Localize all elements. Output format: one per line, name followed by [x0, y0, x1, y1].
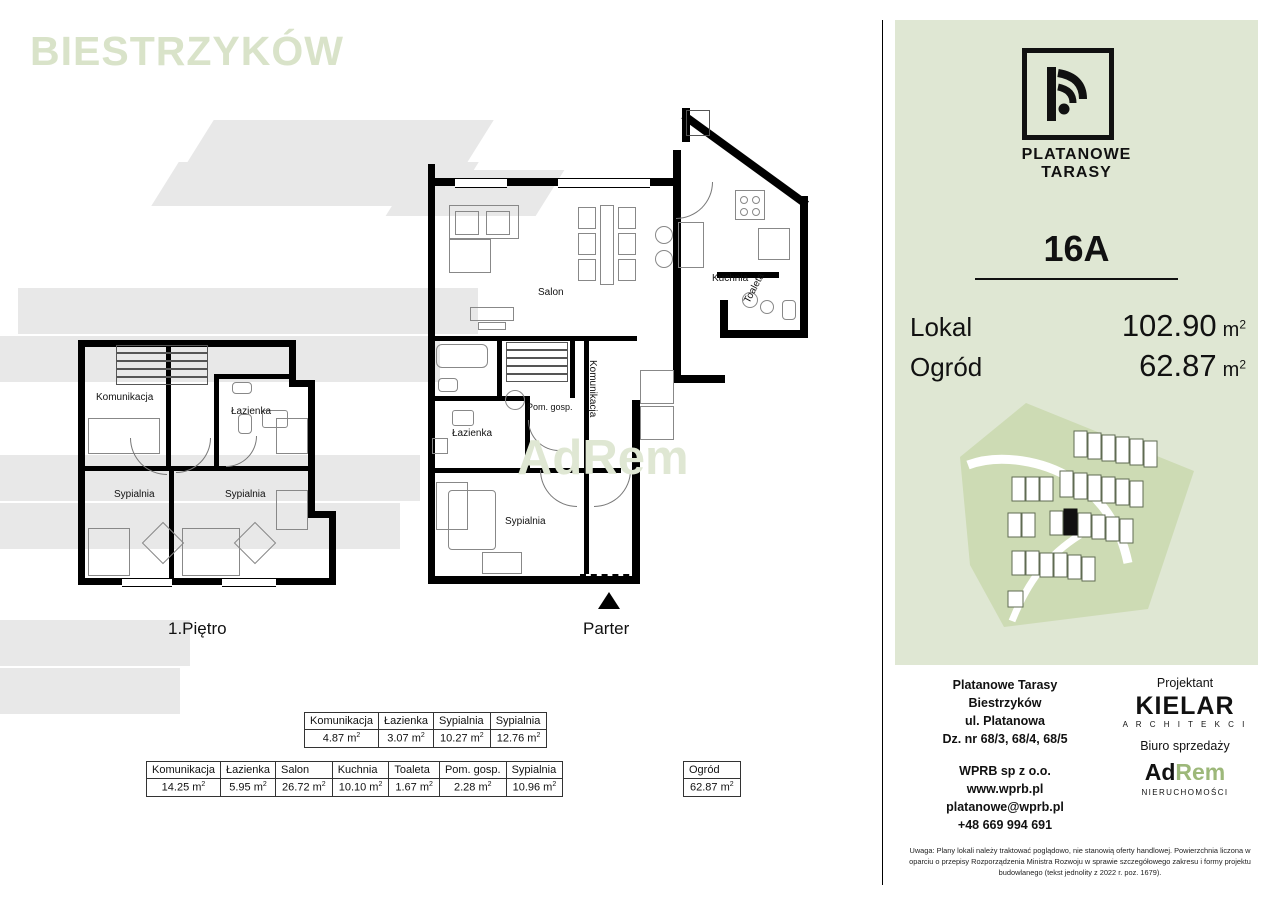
room-label-sypialnia: Sypialnia: [505, 516, 546, 527]
developer-line: Platanowe Tarasy: [952, 678, 1058, 692]
wall: [428, 164, 435, 584]
cell-header: Komunikacja: [305, 713, 379, 730]
table-row: [684, 779, 741, 797]
cell-header: Sypialnia: [490, 713, 547, 730]
decor-band: [18, 288, 478, 334]
wall: [428, 576, 640, 584]
table-row: [305, 730, 547, 748]
cell-value: 62.87 $m^2$: [684, 779, 741, 797]
wall: [214, 374, 292, 379]
cell-header: Toaleta: [389, 762, 440, 779]
agency-name-a: Ad: [1144, 759, 1176, 785]
cell-value: 10.96 $m^2$: [506, 779, 563, 797]
cell-value: 10.27 $m^2$: [434, 730, 491, 748]
cell-header: Łazienka: [220, 762, 275, 779]
wall: [169, 466, 174, 578]
entrance-arrow-icon: [598, 592, 620, 609]
cell-value: 14.25 $m^2$: [147, 779, 221, 797]
cell-header: Pom. gosp.: [439, 762, 506, 779]
developer-line: Biestrzyków: [968, 696, 1042, 711]
area-row-lokal: [910, 308, 1246, 344]
wall: [570, 336, 575, 398]
table-row: [684, 762, 741, 779]
agency-subtitle: NIERUCHOMOŚCI: [1141, 788, 1229, 797]
area-unit: $m^2$: [1222, 317, 1246, 341]
contact-line: WPRB sp z o.o.: [959, 763, 1051, 778]
cell-value: 10.10 $m^2$: [332, 779, 389, 797]
contact-line[interactable]: www.wprb.pl: [966, 781, 1044, 796]
site-plan-map: [952, 395, 1202, 635]
decor-band: [0, 455, 420, 501]
area-value: 62.87: [1139, 348, 1217, 383]
cell-value: 5.95 $m^2$: [220, 779, 275, 797]
cell-header: Łazienka: [378, 713, 433, 730]
brand-name: [895, 146, 1258, 183]
room-label-pom-gosp: Pom. gosp.: [527, 402, 573, 412]
wall: [329, 511, 336, 585]
room-label-lazienka: Łazienka: [231, 406, 272, 417]
window: [558, 178, 650, 188]
wall: [308, 380, 315, 518]
table-row: [147, 779, 563, 797]
table-first-floor-areas: [304, 712, 547, 748]
wall: [497, 336, 502, 398]
area-unit: $m^2$: [1222, 357, 1246, 381]
unit-rule: [975, 278, 1178, 280]
table-row: [147, 762, 563, 779]
developer-line: Dz. nr 68/3, 68/4, 68/5: [942, 732, 1068, 747]
brand-line-1: PLATANOWE: [1021, 146, 1132, 163]
window: [455, 178, 507, 188]
agency-logo: [1110, 759, 1260, 786]
brand-line-2: TARASY: [1041, 164, 1112, 182]
wall: [673, 375, 725, 383]
wall: [632, 400, 640, 584]
area-label: Lokal: [910, 312, 973, 342]
cell-value: 26.72 $m^2$: [276, 779, 333, 797]
wall: [214, 374, 219, 470]
architect-subtitle: A R C H I T E K C I: [1122, 720, 1248, 729]
disclaimer-text: Uwaga: Plany lokali należy traktować poglądowo, nie stanowią oferty handlowej. Powierzchnia liczona w oparciu o przepisy Rozporządzenia Ministra Rozwoju w sprawie szczegółowego zakresu i formy projektu budowlanego (tekst jednolity z 2022 r. poz. 1679).: [909, 846, 1251, 878]
watermark: AdRem: [517, 431, 689, 485]
highlighted-unit: [1064, 509, 1077, 535]
contact-line: +48 669 994 691: [957, 817, 1053, 832]
room-label-komunikacja: Komunikacja: [96, 392, 154, 403]
developer-line: ul. Platanowa: [965, 714, 1045, 729]
decor-band: [186, 120, 493, 164]
vertical-divider: [882, 20, 883, 885]
architect-name: KIELAR: [1135, 692, 1235, 720]
room-label-sypialnia: Sypialnia: [225, 489, 266, 500]
cell-header: Sypialnia: [506, 762, 563, 779]
architect-label: Projektant: [1156, 676, 1214, 690]
cell-value: 12.76 $m^2$: [490, 730, 547, 748]
developer-info: [910, 676, 1100, 834]
room-label-salon: Salon: [538, 287, 564, 298]
agency-name-b: Rem: [1175, 759, 1226, 785]
cell-value: 3.07 $m^2$: [378, 730, 433, 748]
table-ground-floor-areas: [146, 761, 563, 797]
room-label-toaleta: Toaleta: [742, 271, 767, 306]
wall: [85, 466, 312, 471]
decor-band: [0, 620, 190, 666]
sales-label: Biuro sprzedaży: [1140, 739, 1230, 753]
cell-value: 1.67 $m^2$: [389, 779, 440, 797]
platanowe-logo-icon: [1022, 48, 1114, 140]
unit-number: 16A: [1043, 228, 1110, 269]
area-row-ogrod: [910, 348, 1246, 384]
room-label-sypialnia: Sypialnia: [114, 489, 155, 500]
contact-line[interactable]: platanowe@wprb.pl: [946, 799, 1064, 814]
table-row: [305, 713, 547, 730]
floor-name-ground: Parter: [583, 619, 630, 638]
area-value: 102.90: [1121, 308, 1217, 343]
wall: [589, 336, 637, 341]
table-garden-area: [683, 761, 741, 797]
room-label-lazienka: Łazienka: [452, 428, 493, 439]
cell-header: Sypialnia: [434, 713, 491, 730]
room-label-kuchnia: Kuchnia: [712, 273, 749, 284]
cell-header: Ogród: [684, 762, 741, 779]
window: [122, 578, 172, 587]
wall: [78, 340, 85, 585]
decor-band: [0, 668, 180, 714]
wall: [78, 578, 336, 585]
floor-name-first: 1.Piętro: [168, 619, 227, 638]
cell-value: 4.87 $m^2$: [305, 730, 379, 748]
area-label: Ogród: [910, 352, 983, 382]
page-title: BIESTRZYKÓW: [30, 28, 344, 74]
cell-header: Kuchnia: [332, 762, 389, 779]
cell-header: Salon: [276, 762, 333, 779]
window: [222, 578, 276, 587]
cell-value: 2.28 $m^2$: [439, 779, 506, 797]
room-label-komunikacja: Komunikacja: [587, 360, 598, 418]
cell-header: Komunikacja: [147, 762, 221, 779]
architect-and-sales: [1110, 676, 1260, 797]
